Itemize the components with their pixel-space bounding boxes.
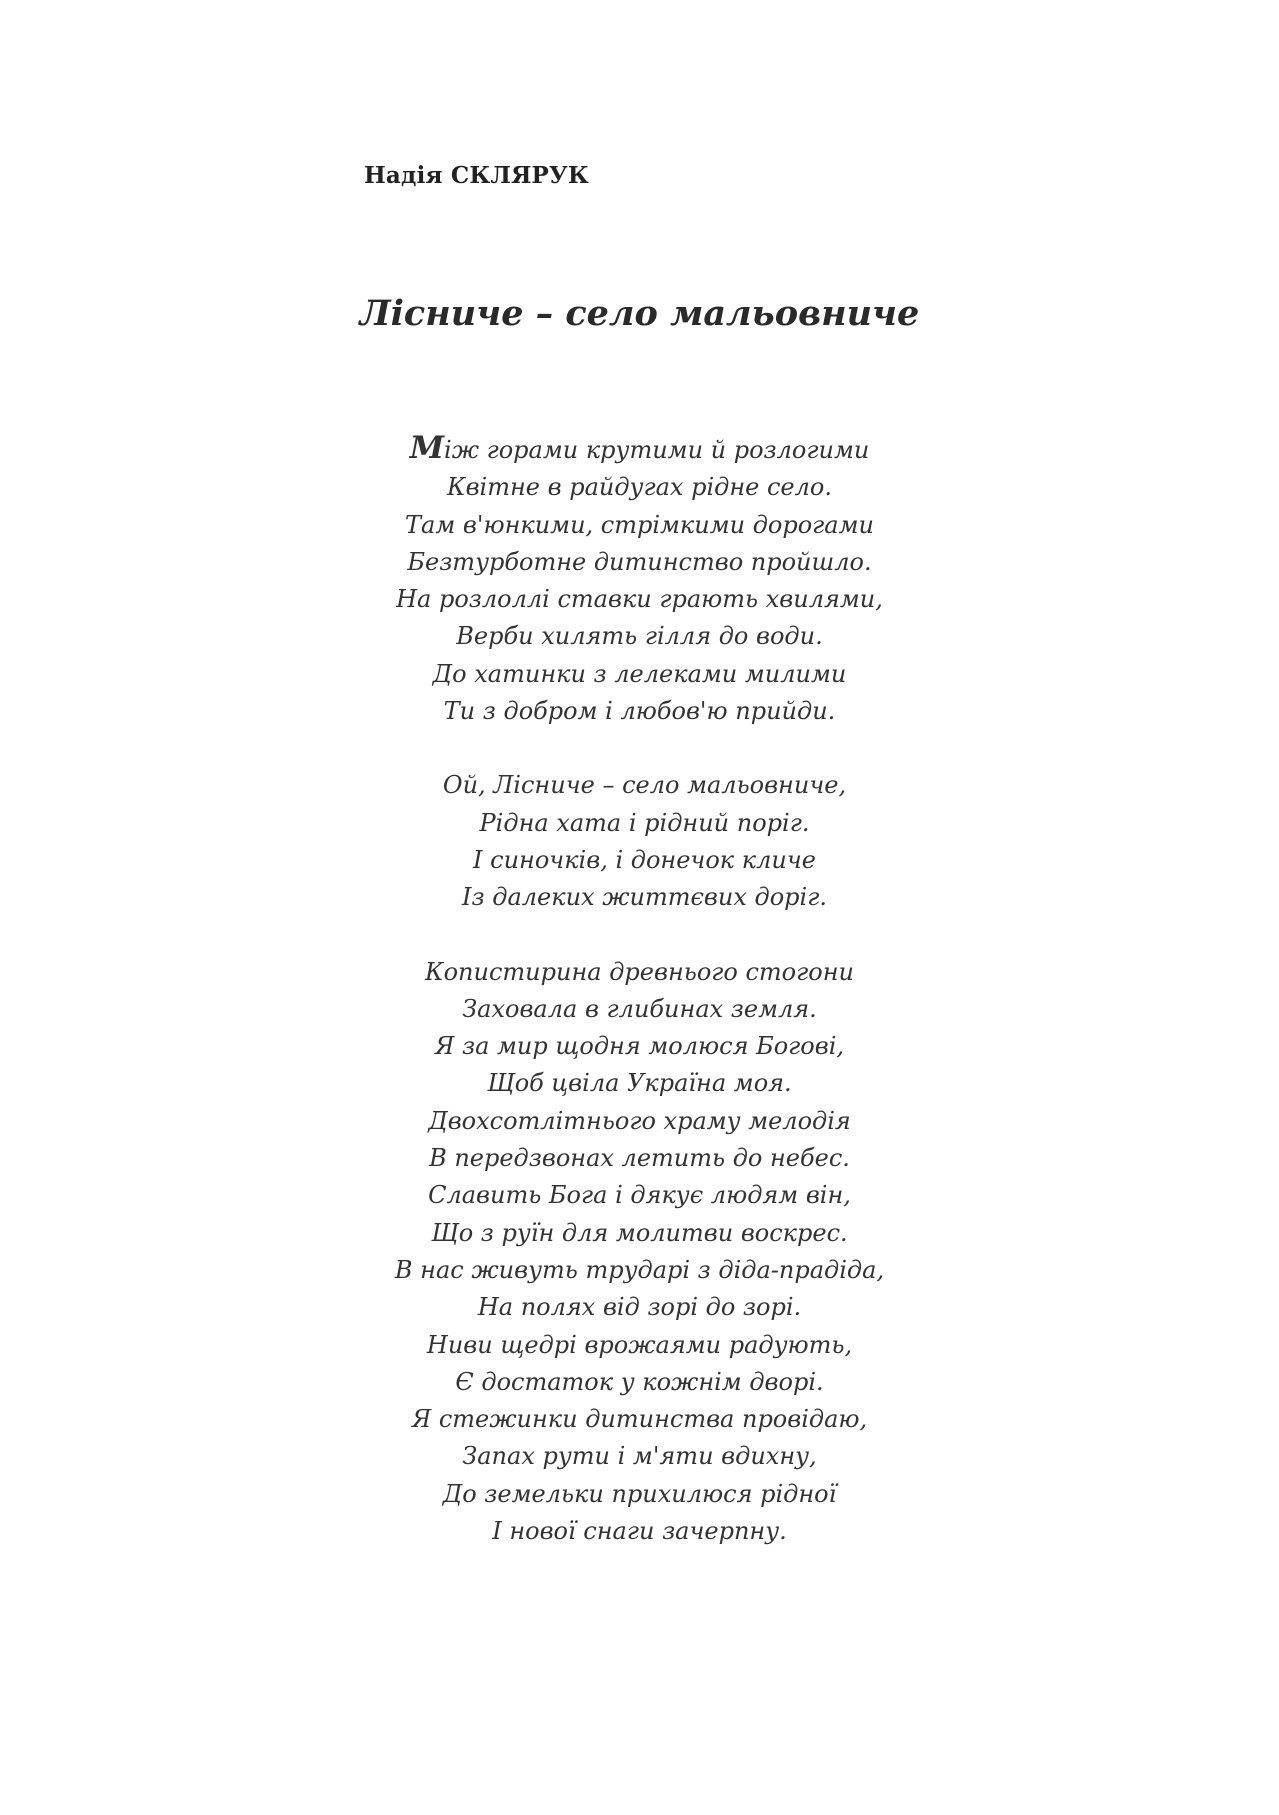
- poem-title: Лісниче – село мальовниче: [359, 293, 920, 334]
- poem-line-text: іж горами крутими й розлогими: [444, 436, 870, 464]
- drop-cap-letter: М: [409, 430, 445, 466]
- poem-line: Рідна хата і рідний поріг.: [479, 808, 810, 837]
- poem-line: Я стежинки дитинства провідаю,: [411, 1405, 868, 1434]
- poem-line: Безтурботне дитинство пройшло.: [407, 547, 872, 576]
- author-name: Надія СКЛЯРУК: [364, 162, 590, 189]
- poem-line: На полях від зорі до зорі.: [477, 1293, 802, 1322]
- poem-line: Ой, Лісниче – село мальовниче,: [442, 771, 847, 800]
- poem-line: І нової снаги зачерпну.: [492, 1517, 787, 1546]
- poem-line: Копистирина древнього стогони: [425, 957, 854, 986]
- poem-line: Що з руїн для молитви воскрес.: [431, 1218, 848, 1247]
- poem-line: На розлоллі ставки грають хвилями,: [396, 585, 883, 614]
- stanza-2-chorus: [0, 767, 1279, 916]
- poem-line: Двохсотлітнього храму мелодія: [428, 1106, 851, 1135]
- poem-line: І синочків, і донечок кличе: [473, 845, 816, 874]
- poem-line: Славить Бога і дякує людям він,: [428, 1181, 851, 1210]
- stanza-1: [0, 432, 1279, 730]
- poem-line: Там в'юнкими, стрімкими дорогами: [405, 510, 874, 539]
- poem-line: Я за мир щодня молюся Богові,: [434, 1032, 845, 1061]
- poem-line: Із далеких життєвих доріг.: [462, 883, 827, 912]
- poem-line: В нас живуть трударі з діда-прадіда,: [394, 1255, 885, 1284]
- poem-body: [0, 432, 1279, 1587]
- poem-line: В передзвонах летить до небес.: [429, 1144, 850, 1173]
- poem-line: Верби хилять гілля до води.: [456, 622, 823, 651]
- poem-line: [0, 432, 1279, 469]
- poem-line: Ниви щедрі врожаями радують,: [426, 1330, 853, 1359]
- poem-line: Заховала в глибинах земля.: [462, 994, 817, 1023]
- poem-line: Щоб цвіла Україна моя.: [487, 1069, 792, 1098]
- poem-line: Ти з добром і любов'ю прийди.: [443, 697, 836, 726]
- poem-line: Запах рути і м'яти вдихну,: [462, 1442, 817, 1471]
- poem-line: Квітне в райдугах рідне село.: [447, 473, 832, 502]
- poem-line: До хатинки з лелеками милими: [432, 659, 847, 688]
- poem-line: До земельки прихилюся рідної: [442, 1479, 837, 1508]
- stanza-3: [0, 954, 1279, 1551]
- poem-line: Є достаток у кожнім дворі.: [455, 1367, 824, 1396]
